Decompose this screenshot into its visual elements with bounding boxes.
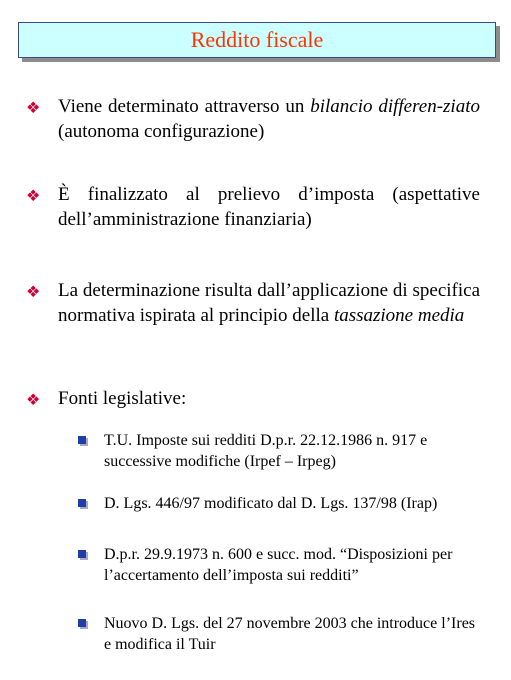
diamond-bullet-icon: ❖: [26, 100, 41, 117]
sub-bullet-text: Nuovo D. Lgs. del 27 novembre 2003 che introduce l’Ires e modifica il Tuir: [104, 615, 476, 653]
bullet-item: [26, 278, 480, 328]
sub-bullet-item: [78, 544, 482, 586]
sub-bullet-text: T.U. Imposte sui redditi D.p.r. 22.12.1986 n. 917 e successive modifiche (Irpef – Irpeg): [104, 432, 428, 470]
sub-bullet-item: [78, 613, 482, 655]
bullet-text: Fonti legislative:: [58, 388, 187, 409]
bullet-text: È finalizzato al prelievo d’imposta (aspettative dell’amministrazione finanziaria): [58, 184, 480, 230]
title-box: [18, 22, 496, 58]
bullet-text: La determinazione risulta dall’applicazione di specifica normativa ispirata al principio della tassazione media: [58, 280, 480, 326]
bullet-item: [26, 386, 480, 411]
square-bullet-icon: [78, 619, 86, 627]
page-title: Reddito fiscale: [190, 27, 324, 52]
bullet-item: [26, 182, 480, 232]
square-bullet-icon: [78, 436, 86, 444]
square-bullet-icon: [78, 550, 86, 558]
diamond-bullet-icon: ❖: [26, 188, 41, 205]
sub-bullet-text: D.p.r. 29.9.1973 n. 600 e succ. mod. “Disposizioni per l’accertamento dell’imposta sui redditi”: [104, 546, 453, 584]
diamond-bullet-icon: ❖: [26, 392, 41, 409]
square-bullet-icon: [78, 499, 86, 507]
bullet-item: [26, 94, 480, 144]
sub-bullet-item: [78, 493, 482, 514]
bullet-text: Viene determinato attraverso un bilancio differen-ziato (autonoma configurazione): [58, 96, 480, 142]
sub-bullet-item: [78, 430, 482, 472]
diamond-bullet-icon: ❖: [26, 284, 41, 301]
sub-bullet-text: D. Lgs. 446/97 modificato dal D. Lgs. 137/98 (Irap): [104, 495, 438, 512]
